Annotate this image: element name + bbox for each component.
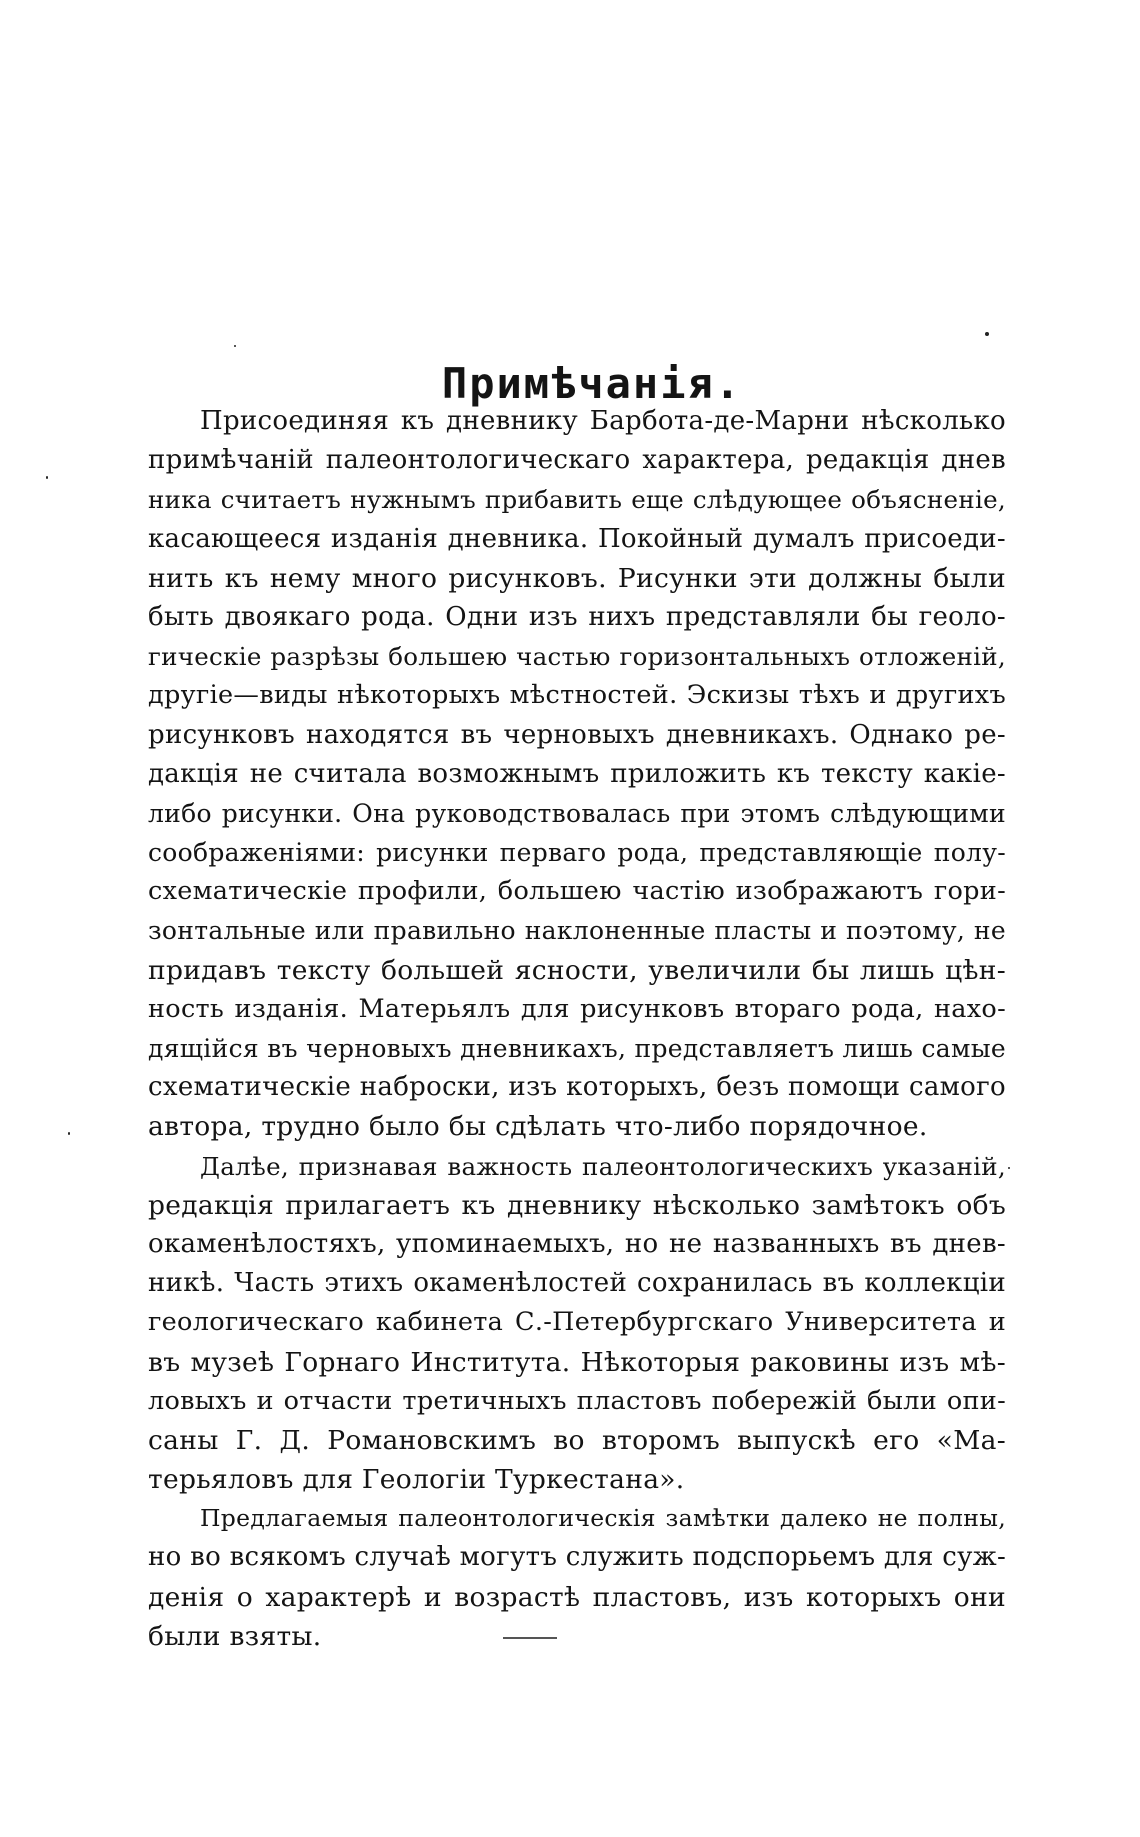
scan-speck	[1008, 1167, 1010, 1169]
scan-speck	[46, 476, 48, 479]
text-line: примѣчаній палеонтологическаго характера, редакція днев	[148, 445, 1006, 476]
scan-speck	[68, 1132, 70, 1135]
text-line: никѣ. Часть этихъ окаменѣлостей сохранилась въ коллекціи	[148, 1268, 1006, 1299]
text-line: Далѣе, признавая важность палеонтологическихъ указаній,	[200, 1151, 1006, 1181]
text-line: окаменѣлостяхъ, упоминаемыхъ, но не названныхъ въ днев-	[148, 1228, 1006, 1259]
text-line: Предлагаемыя палеонтологическія замѣтки далеко не полны,	[200, 1504, 1006, 1533]
paragraph-3	[148, 1499, 1006, 1656]
text-line: зонтальные или правильно наклоненные пласты и поэтому, не	[148, 916, 1006, 946]
text-line: дакція не считала возможнымъ приложить къ тексту какіе-	[148, 758, 1006, 789]
text-line: схематическіе профили, большею частію изображаютъ гори-	[148, 876, 1006, 907]
text-line: либо рисунки. Она руководствовалась при этомъ слѣдующими	[148, 798, 1006, 828]
text-line: касающееся изданія дневника. Покойный думалъ присоеди-	[148, 523, 1006, 554]
text-line: терьяловъ для Геологіи Туркестана».	[148, 1464, 685, 1496]
text-line: придавъ тексту большей ясности, увеличили бы лишь цѣн-	[148, 954, 1006, 986]
text-line: ловыхъ и отчасти третичныхъ пластовъ побережій были опи-	[148, 1385, 1006, 1416]
text-line: быть двоякаго рода. Одни изъ нихъ представляли бы геоло-	[148, 601, 1006, 632]
text-line: геологическаго кабинета С.-Петербургскаго Университета и	[148, 1307, 1006, 1338]
text-line: редакція прилагаетъ къ дневнику нѣсколько замѣтокъ объ	[148, 1189, 1006, 1221]
text-line: рисунковъ находятся въ черновыхъ дневникахъ. Однако ре-	[148, 719, 1006, 750]
text-line: соображеніями: рисунки перваго рода, представляющіе полу-	[148, 838, 1006, 868]
text-line: ность изданія. Матерьялъ для рисунковъ втораго рода, нахо-	[148, 993, 1006, 1024]
scan-speck	[234, 345, 236, 347]
text-line: нить къ нему много рисунковъ. Рисунки эти должны были	[148, 562, 1006, 594]
page-title: Примѣчанія.	[441, 359, 743, 409]
text-line: въ музеѣ Горнаго Института. Нѣкоторыя раковины изъ мѣ-	[148, 1346, 1006, 1378]
text-line: ника считаетъ нужнымъ прибавить еще слѣдующее объясненіе,	[148, 485, 1006, 515]
text-line: гическіе разрѣзы большею частью горизонтальныхъ отложеній,	[148, 642, 1006, 672]
text-line: автора, трудно было бы сдѣлать что-либо порядочное.	[148, 1111, 928, 1143]
text-line: схематическіе наброски, изъ которыхъ, безъ помощи самого	[148, 1072, 1006, 1103]
text-line: но во всякомъ случаѣ могутъ служить подспорьемъ для суж-	[148, 1542, 1007, 1573]
text-line: денія о характерѣ и возрастѣ пластовъ, изъ которыхъ они	[148, 1581, 1006, 1613]
text-line: Присоединяя къ дневнику Барбота-де-Марни нѣсколько	[200, 406, 1006, 436]
paragraph-1	[148, 402, 1006, 1147]
text-line: другіе—виды нѣкоторыхъ мѣстностей. Эскизы тѣхъ и другихъ	[148, 680, 1006, 711]
body-text	[148, 402, 1006, 1656]
text-line: были взяты.	[148, 1620, 322, 1652]
text-line: дящійся въ черновыхъ дневникахъ, представляетъ лишь самые	[148, 1034, 1006, 1063]
paragraph-2	[148, 1147, 1006, 1500]
text-line: саны Г. Д. Романовскимъ во второмъ выпускѣ его «Ма-	[148, 1424, 1006, 1456]
scan-speck	[985, 332, 989, 336]
